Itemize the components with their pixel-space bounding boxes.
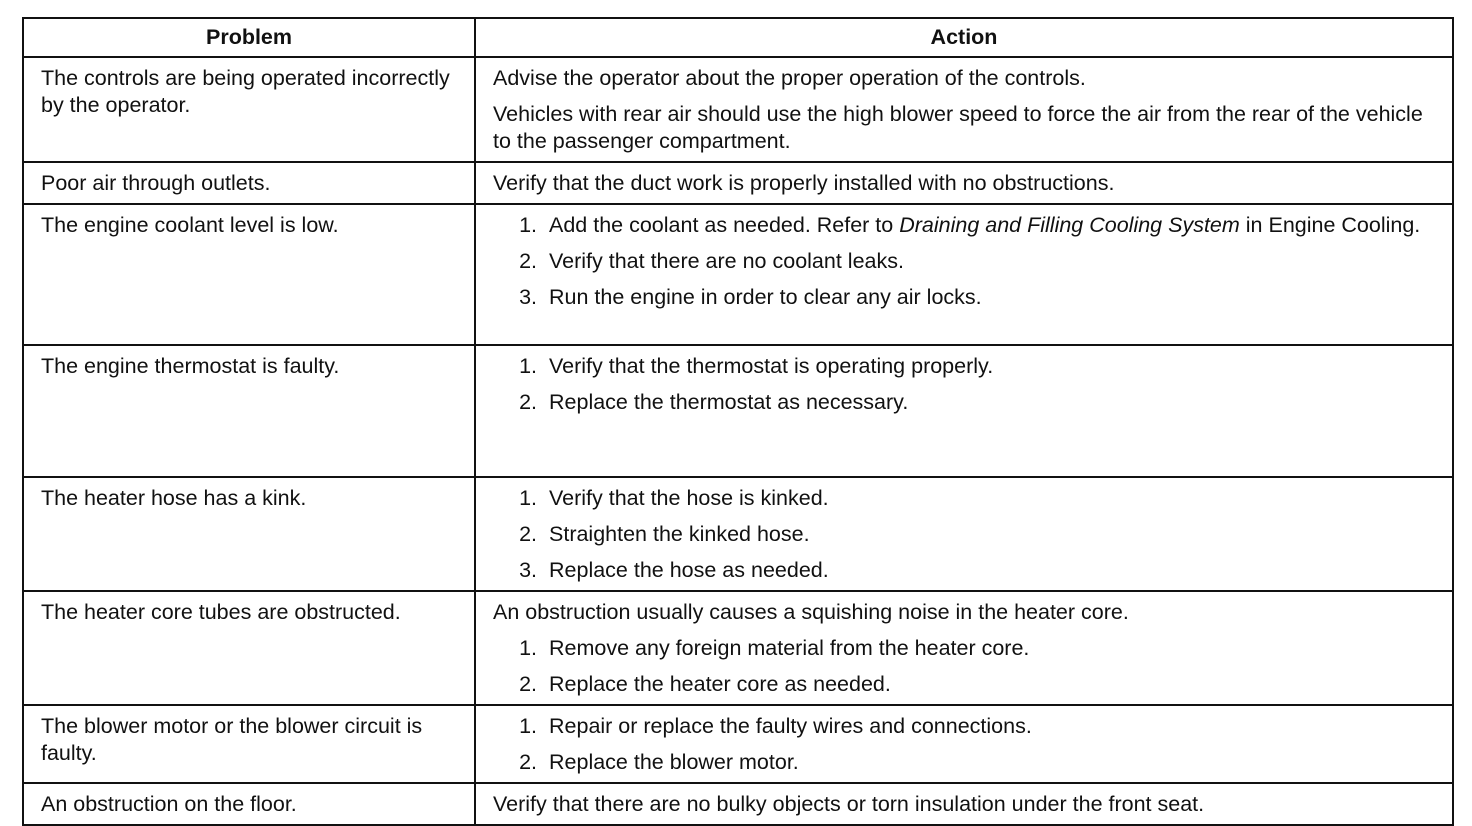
problem-cell: The heater core tubes are obstructed. <box>24 591 475 705</box>
step-text: Verify that the hose is kinked. <box>549 486 829 510</box>
action-step <box>493 635 1444 662</box>
table-row <box>24 57 1452 162</box>
action-header: Action <box>475 19 1452 57</box>
action-step <box>493 521 1444 548</box>
action-step <box>493 713 1444 740</box>
action-cell <box>475 204 1452 345</box>
step-text-after: in Engine Cooling. <box>1239 213 1421 237</box>
table-row <box>24 345 1452 477</box>
step-text: Repair or replace the faulty wires and connections. <box>549 714 1032 738</box>
action-steps <box>493 212 1444 311</box>
problem-cell: The engine thermostat is faulty. <box>24 345 475 477</box>
action-cell <box>475 591 1452 705</box>
action-cell <box>475 705 1452 783</box>
table-row <box>24 477 1452 591</box>
action-steps <box>493 635 1444 698</box>
problem-cell: The engine coolant level is low. <box>24 204 475 345</box>
action-text: Verify that there are no bulky objects or torn insulation under the front seat. <box>493 792 1205 816</box>
step-text: Replace the hose as needed. <box>549 558 829 582</box>
step-number: 2. <box>519 750 537 774</box>
step-text <box>549 212 1444 239</box>
action-step <box>493 749 1444 776</box>
step-text: Replace the blower motor. <box>549 750 799 774</box>
action-steps <box>493 485 1444 584</box>
step-text: Run the engine in order to clear any air locks. <box>549 285 982 309</box>
step-number: 2. <box>519 672 537 696</box>
step-number: 1. <box>519 714 537 738</box>
action-step <box>493 557 1444 584</box>
action-step <box>493 671 1444 698</box>
problem-cell: The controls are being operated incorrectly by the operator. <box>24 57 475 162</box>
step-text: Verify that the thermostat is operating properly. <box>549 354 994 378</box>
step-number: 1. <box>519 636 537 660</box>
step-number: 2. <box>519 522 537 546</box>
action-text: Advise the operator about the proper operation of the controls. <box>493 66 1086 90</box>
action-cell <box>475 345 1452 477</box>
action-cell <box>475 57 1452 162</box>
action-text: Vehicles with rear air should use the high blower speed to force the air from the rear of the vehicle to the passenger compartment. <box>493 102 1423 153</box>
step-text: Verify that there are no coolant leaks. <box>549 249 904 273</box>
step-text-before: Add the coolant as needed. Refer to <box>549 213 900 237</box>
table-row <box>24 204 1452 345</box>
action-step <box>493 485 1444 512</box>
troubleshooting-table-frame <box>22 17 1454 826</box>
action-cell <box>475 477 1452 591</box>
action-text: An obstruction usually causes a squishing noise in the heater core. <box>493 600 1129 624</box>
action-steps <box>493 353 1444 416</box>
action-text: Verify that the duct work is properly installed with no obstructions. <box>493 171 1115 195</box>
action-step <box>493 248 1444 275</box>
action-step <box>493 212 1444 239</box>
step-number: 3. <box>519 285 537 309</box>
step-text-reference: Draining and Filling Cooling System <box>899 213 1240 237</box>
action-step <box>493 353 1444 380</box>
action-cell <box>475 783 1452 824</box>
step-text: Replace the thermostat as necessary. <box>549 390 909 414</box>
problem-header: Problem <box>24 19 475 57</box>
step-number: 2. <box>519 390 537 414</box>
table-row <box>24 705 1452 783</box>
action-step <box>493 284 1444 311</box>
action-step <box>493 389 1444 416</box>
step-number: 3. <box>519 558 537 582</box>
action-steps <box>493 713 1444 776</box>
action-cell <box>475 162 1452 204</box>
problem-cell: The heater hose has a kink. <box>24 477 475 591</box>
step-text: Replace the heater core as needed. <box>549 672 891 696</box>
table-row <box>24 162 1452 204</box>
table-row <box>24 591 1452 705</box>
problem-cell: Poor air through outlets. <box>24 162 475 204</box>
problem-cell: The blower motor or the blower circuit is faulty. <box>24 705 475 783</box>
step-number: 1. <box>519 354 537 378</box>
step-number: 1. <box>519 213 537 237</box>
table-row <box>24 783 1452 824</box>
header-row <box>24 19 1452 57</box>
step-text: Remove any foreign material from the heater core. <box>549 636 1030 660</box>
step-number: 1. <box>519 486 537 510</box>
step-text: Straighten the kinked hose. <box>549 522 810 546</box>
problem-cell: An obstruction on the floor. <box>24 783 475 824</box>
troubleshooting-table <box>24 19 1452 824</box>
step-number: 2. <box>519 249 537 273</box>
